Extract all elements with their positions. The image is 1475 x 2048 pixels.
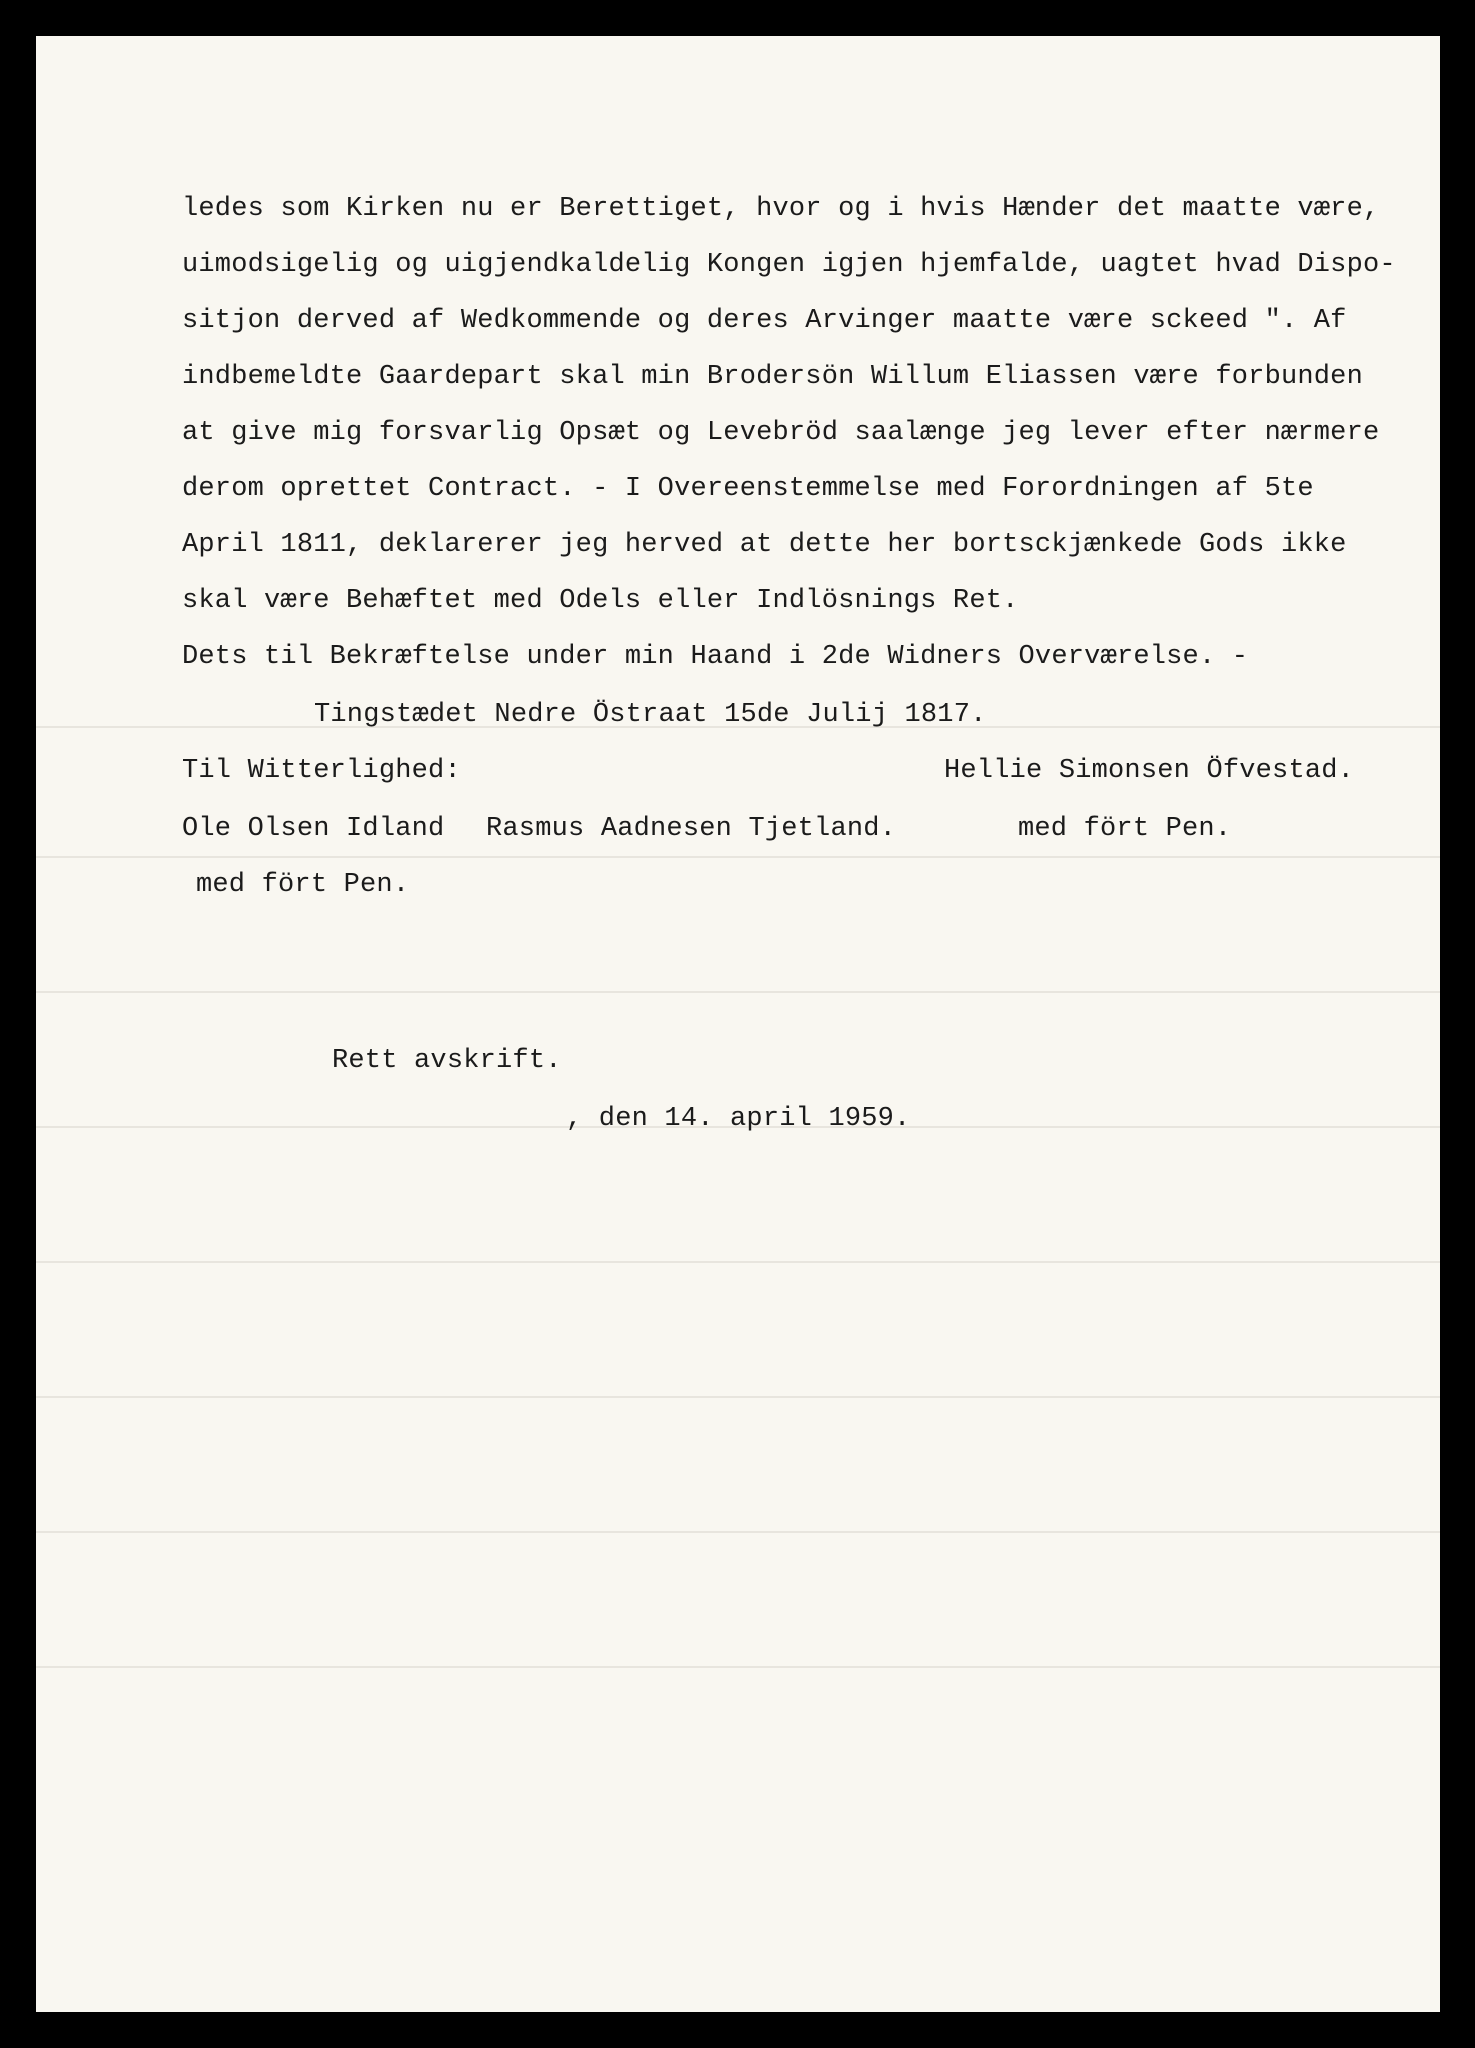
- place-date: Tingstædet Nedre Östraat 15de Julij 1817.: [314, 700, 987, 730]
- certification: Rett avskrift.: [332, 1046, 562, 1076]
- body-line: derom oprettet Contract. - I Overeenstemmelse med Forordningen af 5te: [182, 474, 1314, 504]
- grantor-pen-note: med fört Pen.: [1018, 814, 1232, 844]
- certification-date: , den 14. april 1959.: [566, 1104, 911, 1134]
- show-through-line: [36, 856, 1440, 858]
- show-through-line: [36, 1531, 1440, 1533]
- show-through-line: [36, 1396, 1440, 1398]
- body-line: uimodsigelig og uigjendkaldelig Kongen igjen hjemfalde, uagtet hvad Dispo-: [182, 250, 1396, 280]
- body-line: indbemeldte Gaardepart skal min Brodersön Willum Eliassen være forbunden: [182, 362, 1363, 392]
- witness-heading: Til Witterlighed:: [182, 756, 461, 786]
- show-through-line: [36, 991, 1440, 993]
- body-line: at give mig forsvarlig Opsæt og Levebröd saalænge jeg lever efter nærmere: [182, 418, 1380, 448]
- witness-1-name: Ole Olsen Idland: [182, 814, 445, 844]
- body-line: April 1811, deklarerer jeg herved at dette her bortsckjænkede Gods ikke: [182, 530, 1347, 560]
- body-line: skal være Behæftet med Odels eller Indlösnings Ret.: [182, 586, 1019, 616]
- show-through-line: [36, 1261, 1440, 1263]
- body-line: sitjon derved af Wedkommende og deres Arvinger maatte være sckeed ". Af: [182, 306, 1347, 336]
- document-page: [36, 36, 1440, 2012]
- show-through-line: [36, 1666, 1440, 1668]
- grantor-name: Hellie Simonsen Öfvestad.: [944, 756, 1355, 786]
- witness-2-name: Rasmus Aadnesen Tjetland.: [486, 814, 897, 844]
- witness-1-pen-note: med fört Pen.: [196, 870, 410, 900]
- body-line: ledes som Kirken nu er Berettiget, hvor og i hvis Hænder det maatte være,: [182, 194, 1380, 224]
- body-line: Dets til Bekræftelse under min Haand i 2de Widners Overværelse. -: [182, 642, 1249, 672]
